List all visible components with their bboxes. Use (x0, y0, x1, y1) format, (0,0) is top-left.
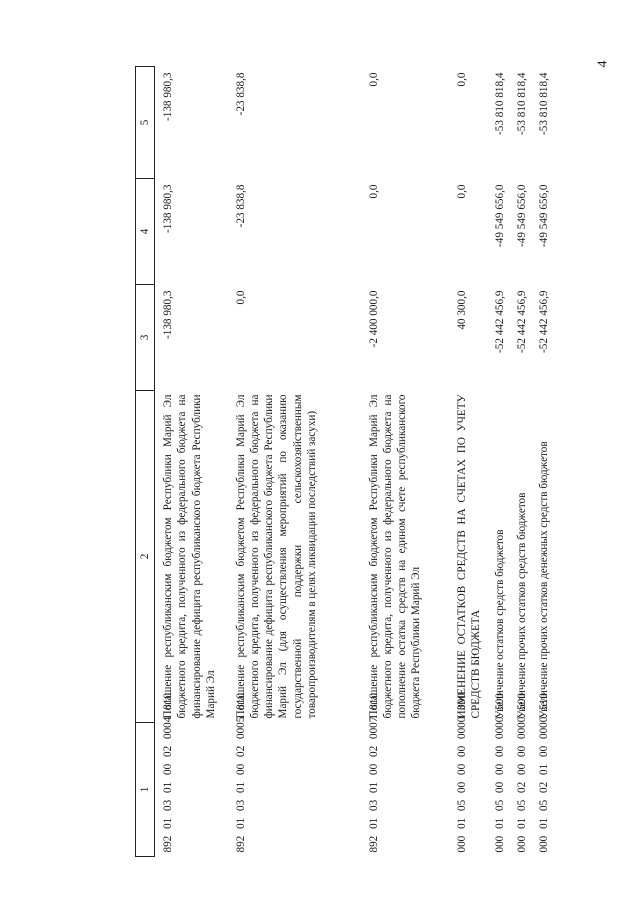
item-name: Увеличение прочих остатков денежных средств бюджетов (538, 441, 551, 719)
value-col-4: -23 838,8 (234, 184, 247, 228)
table-row (490, 67, 512, 857)
column-header-4: 4 (136, 179, 155, 285)
value-col-3: -52 442 456,9 (493, 290, 506, 353)
item-name: Увеличение прочих остатков средств бюджетов (515, 492, 528, 719)
value-col-5: -53 810 818,4 (538, 72, 551, 135)
value-col-5: -53 810 818,4 (493, 72, 506, 135)
item-name: ИЗМЕНЕНИЕ ОСТАТКОВ СРЕДСТВ НА СЧЕТАХ ПО УЧЕТУ СРЕДСТВ БЮДЖЕТА (455, 394, 482, 719)
column-header-1: 1 (136, 723, 155, 857)
table-row (534, 67, 556, 857)
value-col-3: -2 400 000,0 (367, 290, 380, 348)
value-col-4: 0,0 (455, 184, 468, 199)
value-col-3: 40 300,0 (455, 290, 468, 330)
rotated-table-sheet (135, 67, 551, 857)
budget-sources-table (135, 66, 556, 857)
budget-code: 000 01 05 02 00 00 0000 500 (515, 693, 528, 853)
table-row (452, 67, 490, 857)
budget-code: 892 01 03 01 00 02 0005 810 (234, 693, 247, 853)
value-col-4: 0,0 (367, 184, 380, 199)
value-col-4: -49 549 656,0 (493, 184, 506, 247)
value-col-3: -52 442 456,9 (515, 290, 528, 353)
value-col-3: -138 980,3 (162, 290, 174, 339)
budget-code: 000 01 05 00 00 00 0000 500 (493, 693, 506, 853)
table-row (231, 67, 364, 857)
value-col-4: -138 980,3 (162, 184, 174, 233)
value-col-5: 0,0 (455, 72, 468, 87)
value-col-5: 0,0 (367, 72, 380, 87)
column-header-2: 2 (136, 391, 155, 723)
item-name: Погашение республиканским бюджетом Республики Марий Эл бюджетного кредита, полученного из федерального бюджета на пополнение остатка средств на едином счете республиканского бюджета Республики Марий Эл (367, 394, 423, 719)
column-number-row (136, 67, 155, 857)
value-col-5: -23 838,8 (234, 72, 247, 116)
value-col-5: -53 810 818,4 (515, 72, 528, 135)
value-col-4: -49 549 656,0 (538, 184, 551, 247)
item-name: Погашение республиканским бюджетом Республики Марий Эл бюджетного кредита, полученного из федерального бюджета на финансирование дефицита республиканского бюджета Республики Марий Эл (162, 394, 217, 719)
budget-code: 000 01 05 02 01 00 0000 510 (538, 693, 551, 853)
budget-code: 892 01 03 01 00 02 0007 810 (367, 693, 380, 853)
value-col-3: 0,0 (234, 290, 247, 305)
budget-code: 000 01 05 00 00 00 0000 000 (455, 693, 468, 853)
column-header-5: 5 (136, 67, 155, 179)
table-row (155, 67, 231, 857)
table-row (512, 67, 534, 857)
column-header-3: 3 (136, 285, 155, 391)
page-number: 4 (595, 60, 611, 68)
item-name: Увеличение остатков средств бюджетов (493, 529, 506, 719)
budget-code: 892 01 03 01 00 02 0004 810 (162, 693, 174, 853)
value-col-5: -138 980,3 (162, 72, 174, 121)
table-row (364, 67, 452, 857)
value-col-3: -52 442 456,9 (538, 290, 551, 353)
value-col-4: -49 549 656,0 (515, 184, 528, 247)
item-name: Погашение республиканским бюджетом Республики Марий Эл бюджетного кредита, полученного из федерального бюджета на финансирование дефицита республиканского бюджета Республики Марий Эл (для осуществления мероприятий по оказанию государственной поддержки сельскохозяйственным товаропроизводителям в целях ликвидации последствий засухи) (234, 394, 319, 719)
